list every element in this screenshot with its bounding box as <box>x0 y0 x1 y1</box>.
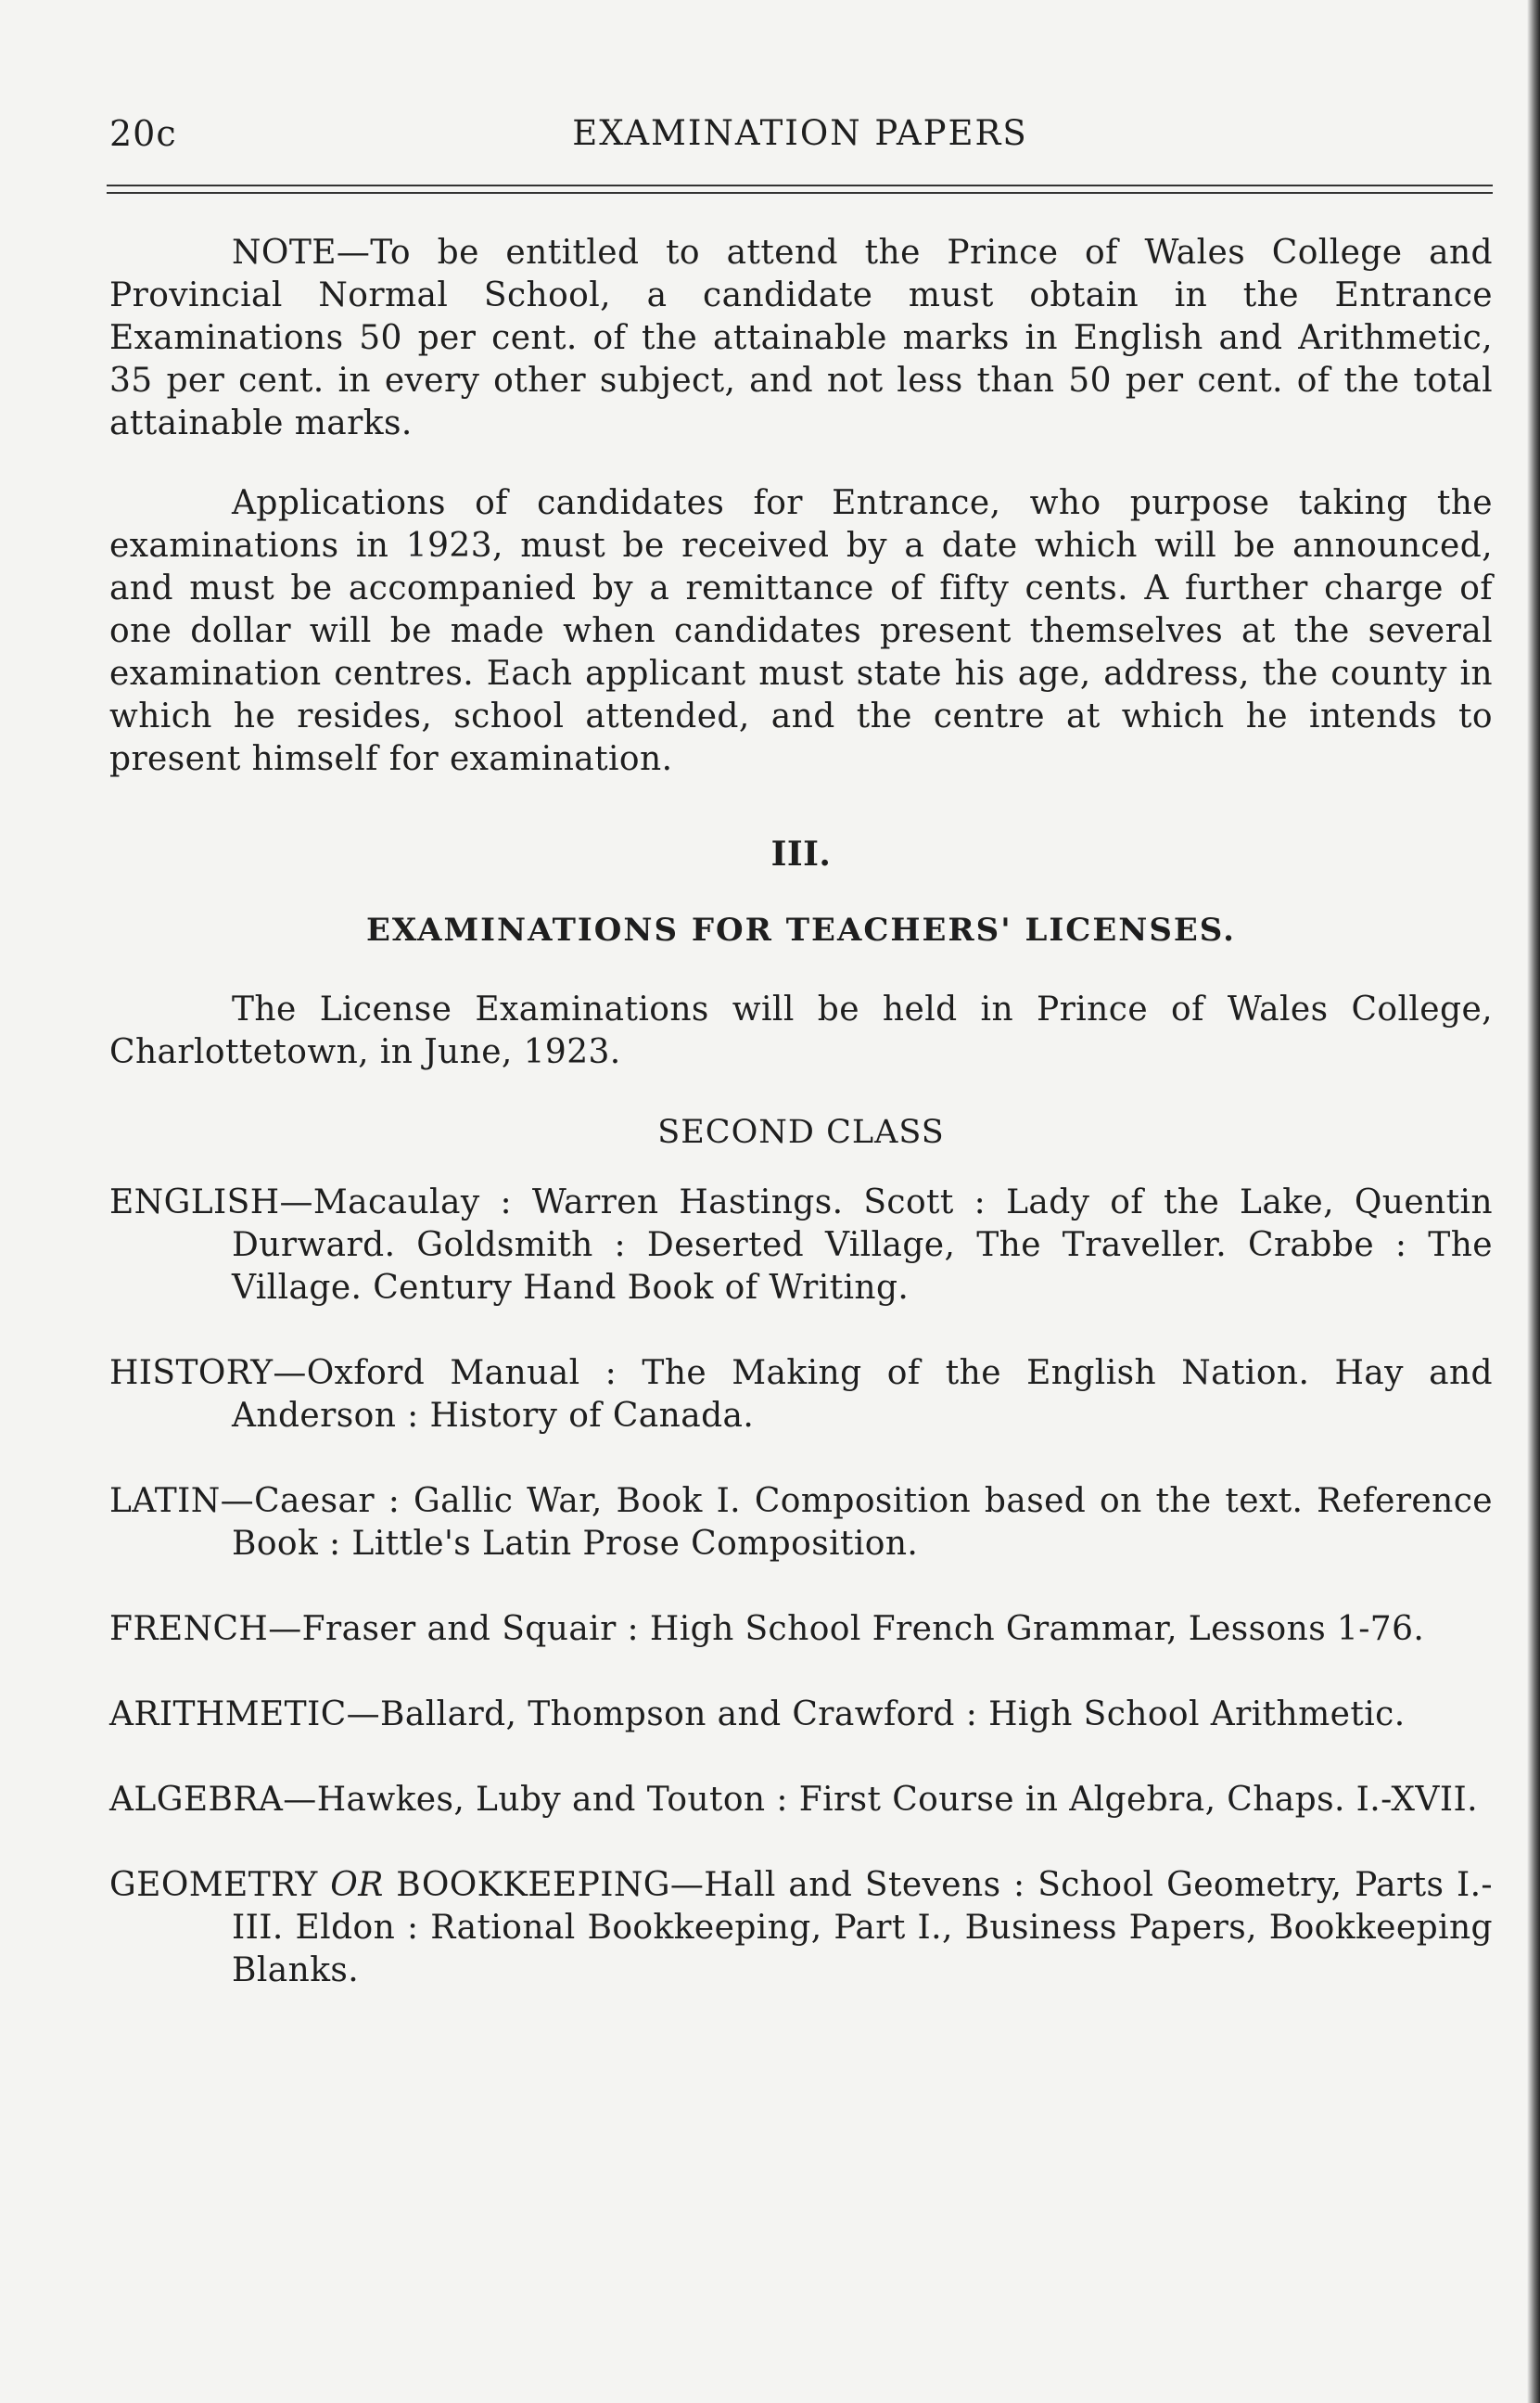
note-paragraph: NOTE—To be entitled to attend the Prince of Wales College and Provincial Normal School, a candidate must obtain in the Entrance Examinations 50 per cent. of the attainable marks in English and Arithmetic, 35 per cent. in every other subject, and not less than 50 per cent. of the total attainable marks. <box>109 234 1493 442</box>
subject-latin: LATIN—Caesar : Gallic War, Book I. Composition based on the text. Reference Book : Little's Latin Prose Composition. <box>109 1482 1493 1563</box>
running-head: EXAMINATION PAPERS <box>572 113 1028 153</box>
subject-arithmetic: ARITHMETIC—Ballard, Thompson and Crawford : High School Arithmetic. <box>109 1695 1406 1733</box>
section-number: III. <box>770 835 832 874</box>
subject-english: ENGLISH—Macaulay : Warren Hastings. Scott : Lady of the Lake, Quentin Durward. Goldsmith : Deserted Village, The Traveller. Crabbe : The Village. Century Hand Book of Writing. <box>109 1183 1493 1307</box>
subject-algebra: ALGEBRA—Hawkes, Luby and Touton : First Course in Algebra, Chaps. I.-XVII. <box>109 1781 1478 1819</box>
page-header <box>109 113 1491 160</box>
subject-geometry-bookkeeping <box>109 1864 1493 1992</box>
geometry-label: GEOMETRY <box>109 1866 331 1904</box>
or-word: OR <box>330 1866 384 1904</box>
section-intro: The License Examinations will be held in Prince of Wales College, Charlottetown, in June, 1923. <box>109 991 1493 1071</box>
header-rule-bottom <box>107 192 1493 194</box>
page-number: 20c <box>109 113 177 154</box>
page-body <box>109 232 1493 2035</box>
section-title: EXAMINATIONS FOR TEACHERS' LICENSES. <box>365 912 1236 949</box>
subject-french: FRENCH—Fraser and Squair : High School French Grammar, Lessons 1-76. <box>109 1610 1425 1648</box>
class-heading: SECOND CLASS <box>657 1114 945 1151</box>
subject-history: HISTORY—Oxford Manual : The Making of the English Nation. Hay and Anderson : History of Canada. <box>109 1354 1493 1435</box>
applications-paragraph: Applications of candidates for Entrance, who purpose taking the examinations in 1923, must be received by a date which will be announced, and must be accompanied by a remittance of fifty cents. A further charge of one dollar will be made when candidates present themselves at the several examination centres. Each applicant must state his age, address, the county in which he resides, school attended, and the centre at which he intends to present himself for examination. <box>109 484 1493 778</box>
header-rule-top <box>107 185 1493 186</box>
geometry-text: BOOKKEEPING—Hall and Stevens : School Geometry, Parts I.-III. Eldon : Rational Bookkeeping, Part I., Business Papers, Bookkeeping Blanks. <box>232 1866 1493 1989</box>
page-edge-shadow <box>1527 0 1540 2403</box>
